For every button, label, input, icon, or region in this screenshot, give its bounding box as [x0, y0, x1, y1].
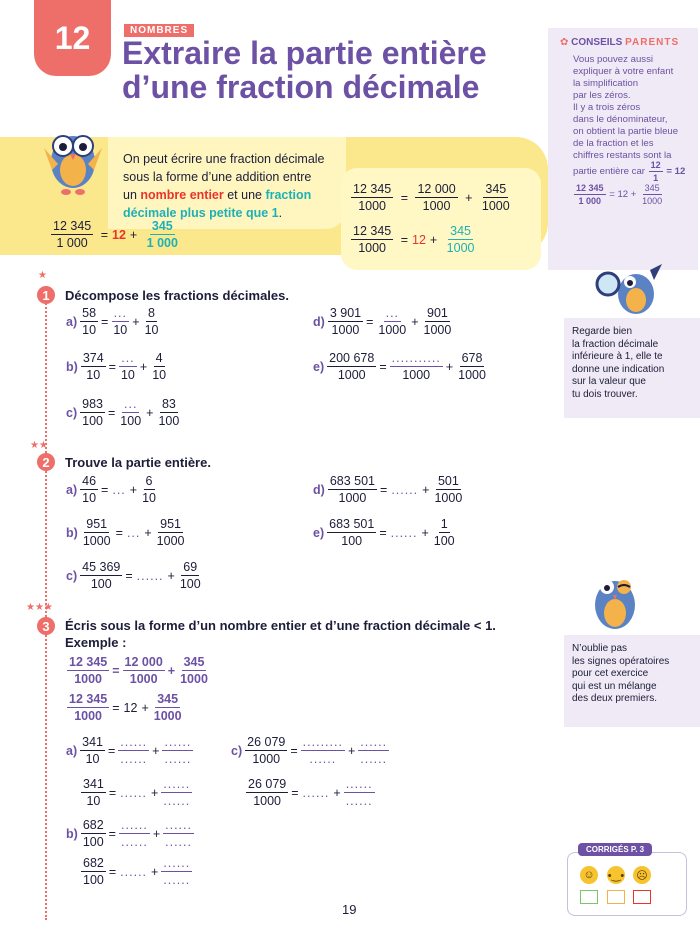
partial-checkbox[interactable] [607, 890, 625, 904]
ex3-item-a-row-1: a) $\frac{341}{10}$ = $\frac{......}{......}$ + $\frac{......}{......}$ [66, 735, 192, 766]
answer-blank[interactable]: $\frac{......}{......}$ [345, 777, 373, 808]
answer-blank[interactable]: $\frac{......}{......}$ [120, 818, 148, 849]
ex2-item-a: a) $\frac{46}{10}$ = ... + $\frac{6}{10}$ [66, 474, 156, 505]
difficulty-star-icon: ★★ [30, 440, 48, 451]
difficulty-star-icon: ★ [38, 270, 47, 281]
ex3-item-c-row-1: c) $\frac{26 079}{1000}$ = $\frac{.........}{......}$ + $\frac{......}{......}$ [231, 735, 388, 766]
exercise-1-number: 1 [37, 286, 55, 304]
intro-example-row-1: $\frac{12 345}{1000}$ = $\frac{12 000}{1000}$ + $\frac{345}{1000}$ [353, 182, 510, 213]
tip-box-1: Regarde bien la fraction décimale inférieure à 1, elle te donne une indication sur la valeur que tu dois trouver. [564, 318, 700, 418]
answer-blank[interactable]: $\frac{......}{......}$ [164, 735, 192, 766]
exercise-1-title: Décompose les fractions décimales. [65, 288, 289, 303]
answer-blank[interactable]: $\frac{...}{10}$ [120, 351, 135, 382]
tips-bullet-icon: ✿ [560, 37, 572, 48]
success-checkbox[interactable] [580, 890, 598, 904]
title-line-1: Extraire la partie entière [122, 35, 487, 71]
ex3-item-b-row-1: b) $\frac{682}{100}$ = $\frac{......}{......}$ + $\frac{......}{......}$ [66, 818, 192, 849]
ex1-item-e: e) $\frac{200 678}{1000}$ = $\frac{...........}{1000}$ + $\frac{678}{1000}$ [313, 351, 486, 382]
ex1-item-a: a) $\frac{58}{10}$ = $\frac{...}{10}$ + $\frac{8}{10}$ [66, 306, 159, 337]
answer-blank[interactable]: $\frac{......}{......}$ [163, 856, 191, 887]
intro-text: On peut écrire une fraction décimale sous la forme d’une addition entre un nombre entier et une fraction décimale plus petite que 1. [123, 152, 325, 220]
answer-blank[interactable]: ... [126, 525, 141, 540]
ex1-item-d: d) $\frac{3 901}{1000}$ = $\frac{...}{1000}$ + $\frac{901}{1000}$ [313, 306, 452, 337]
neutral-face-icon: •‿• [607, 866, 625, 884]
lesson-number-tab [34, 0, 111, 76]
difficulty-star-icon: ★★★ [26, 602, 53, 613]
parents-formula-1: partie entière car $\frac{12}{1}$ = 12 [573, 160, 686, 183]
page-title [122, 36, 542, 104]
owl-mascot-icon [38, 118, 108, 196]
answer-blank[interactable]: $\frac{......}{......}$ [165, 818, 192, 849]
owl-winking-icon [580, 563, 650, 635]
parents-text: Vous pouvez aussi expliquer à votre enfant la simplification par les zéros. Il y a trois zéros dans le dénominateur, on obtient la partie bleue de la fraction et les chiffres restants sont la [573, 54, 679, 161]
intro-example-row-2: $\frac{12 345}{1000}$ = 12 + $\frac{345}{1000}$ [353, 224, 475, 255]
example-label: Exemple : [65, 635, 127, 650]
ex2-item-b: b) $\frac{951}{1000}$ = ... + $\frac{951}{1000}$ [66, 517, 185, 548]
answer-blank[interactable]: ...... [391, 482, 419, 497]
ex1-item-c: c) $\frac{983}{100}$ = $\frac{...}{100}$ + $\frac{83}{100}$ [66, 397, 180, 428]
owl-magnifier-icon [590, 262, 670, 318]
answer-blank[interactable]: ...... [120, 785, 148, 800]
answer-blank[interactable]: ...... [120, 864, 148, 879]
exercise-2-title: Trouve la partie entière. [65, 455, 211, 470]
intro-formula: $\frac{12 345}{1 000}$ = 12 + $\frac{345}{1 000}$ [53, 219, 178, 250]
answer-blank[interactable]: ...... [390, 525, 418, 540]
answer-blank[interactable]: $\frac{...}{1000}$ [378, 306, 407, 337]
ex2-item-c: c) $\frac{45 369}{100}$ = ...... + $\frac{69}{100}$ [66, 560, 201, 591]
happy-face-icon: ☺ [580, 866, 598, 884]
title-line-2: d’une fraction décimale [122, 69, 480, 105]
answer-blank[interactable]: ...... [136, 568, 164, 583]
tip-box-2: N’oublie pas les signes opératoires pour cet exercice qui est un mélange des deux premiers. [564, 635, 700, 727]
fail-checkbox[interactable] [633, 890, 651, 904]
ex1-item-b: b) $\frac{374}{10}$ = $\frac{...}{10}$ + $\frac{4}{10}$ [66, 351, 167, 382]
category-tag: NOMBRES [124, 24, 194, 37]
answer-blank[interactable]: $\frac{......}{......}$ [360, 735, 388, 766]
ex3-item-b-row-2: $\frac{682}{100}$ = ...... + $\frac{......}{......}$ [83, 856, 191, 887]
answer-blank[interactable]: ...... [302, 785, 330, 800]
corrections-label: CORRIGÉS P. 3 [578, 843, 652, 856]
answer-blank[interactable]: $\frac{...........}{1000}$ [391, 351, 441, 382]
answer-blank[interactable]: $\frac{.........}{......}$ [302, 735, 343, 766]
exercise-3-number: 3 [37, 617, 55, 635]
ex2-item-e: e) $\frac{683 501}{100}$ = ...... + $\frac{1}{100}$ [313, 517, 455, 548]
ex2-item-d: d) $\frac{683 501}{1000}$ = ...... + $\frac{501}{1000}$ [313, 474, 463, 505]
lesson-number: 12 [54, 19, 91, 56]
answer-blank[interactable]: $\frac{...}{100}$ [120, 397, 142, 428]
exercise-2-number: 2 [37, 453, 55, 471]
parents-formula-2: $\frac{12 345}{1 000}$ = 12 + $\frac{345}{1000}$ [576, 183, 663, 206]
answer-blank[interactable]: $\frac{...}{10}$ [113, 306, 128, 337]
answer-blank[interactable]: $\frac{......}{......}$ [120, 735, 148, 766]
page-number: 19 [342, 902, 357, 917]
answer-blank[interactable]: $\frac{......}{......}$ [163, 777, 191, 808]
self-assessment-box [567, 852, 687, 916]
ex3-item-c-row-2: $\frac{26 079}{1000}$ = ...... + $\frac{......}{......}$ [248, 777, 373, 808]
answer-blank[interactable]: ... [112, 482, 126, 497]
exercise-3-title: Écris sous la forme d’un nombre entier et d’une fraction décimale < 1. [65, 618, 496, 633]
ex3-example-row-2: $\frac{12 345}{1000}$ = 12 + $\frac{345}{1000}$ [69, 692, 182, 723]
parents-heading: ✿ CONSEILS PARENTS [560, 37, 680, 48]
ex3-item-a-row-2: $\frac{341}{10}$ = ...... + $\frac{......}{......}$ [83, 777, 191, 808]
ex3-example-row-1: $\frac{12 345}{1000}$ = $\frac{12 000}{1000}$ + $\frac{345}{1000}$ [69, 655, 208, 686]
sad-face-icon: ☹ [633, 866, 651, 884]
